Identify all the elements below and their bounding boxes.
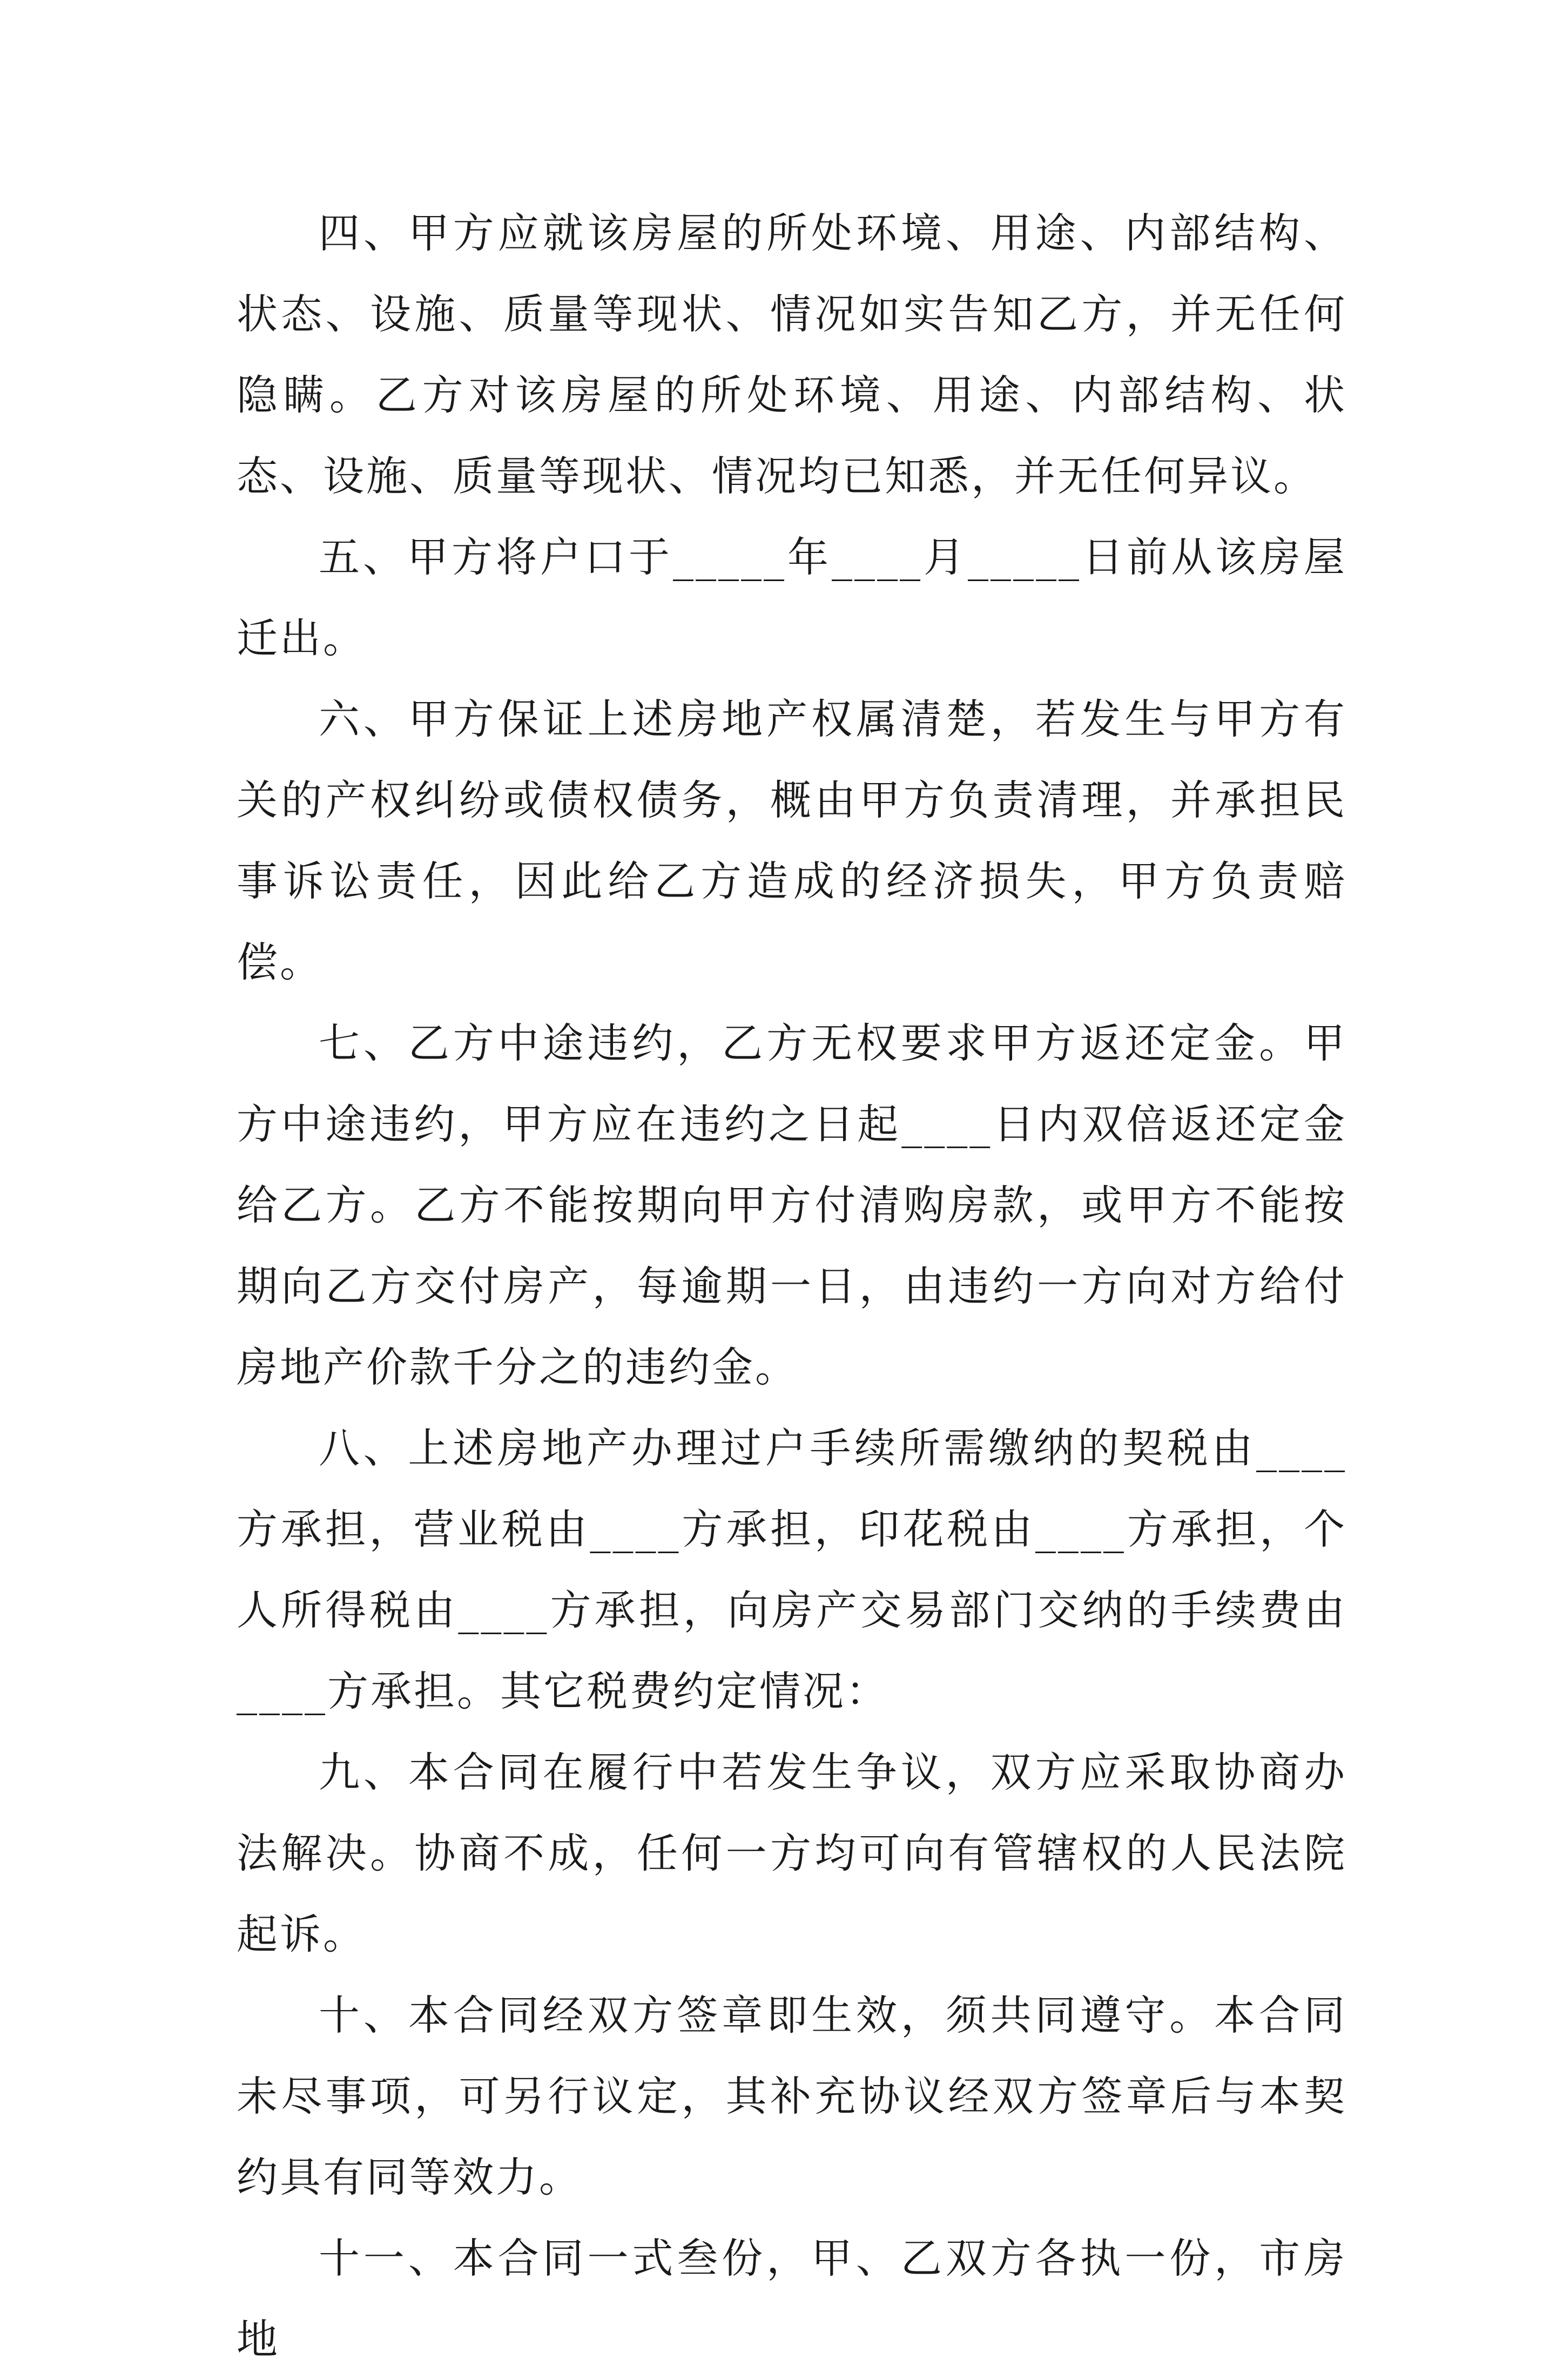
clause-4-paragraph: 四、甲方应就该房屋的所处环境、用途、内部结构、状态、设施、质量等现状、情况如实告知乙方，并无任何隐瞒。乙方对该房屋的所处环境、用途、内部结构、状态、设施、质量等现状、情况均已知悉，并无任何异议。 bbox=[237, 209, 1347, 500]
clause-10-paragraph: 十、本合同经双方签章即生效，须共同遵守。本合同未尽事项，可另行议定，其补充协议经双方签章后与本契约具有同等效力。 bbox=[237, 1991, 1347, 2201]
clause-11-paragraph: 十一、本合同一式叁份，甲、乙双方各执一份，市房地 bbox=[237, 2234, 1347, 2363]
clause-5-paragraph: 五、甲方将户口于_____年____月_____日前从该房屋迁出。 bbox=[237, 533, 1347, 662]
clause-6-paragraph: 六、甲方保证上述房地产权属清楚，若发生与甲方有关的产权纠纷或债权债务，概由甲方负责清理，并承担民事诉讼责任，因此给乙方造成的经济损失，甲方负责赔偿。 bbox=[237, 695, 1347, 986]
clause-7-paragraph: 七、乙方中途违约，乙方无权要求甲方返还定金。甲方中途违约，甲方应在违约之日起____日内双倍返还定金给乙方。乙方不能按期向甲方付清购房款，或甲方不能按期向乙方交付房产，每逾期一日，由违约一方向对方给付房地产价款千分之的违约金。 bbox=[237, 1019, 1347, 1391]
clause-9-paragraph: 九、本合同在履行中若发生争议，双方应采取协商办法解决。协商不成，任何一方均可向有管辖权的人民法院起诉。 bbox=[237, 1748, 1347, 1958]
contract-body bbox=[237, 193, 1347, 2380]
clause-8-paragraph: 八、上述房地产办理过户手续所需缴纳的契税由____方承担，营业税由____方承担，印花税由____方承担，个人所得税由____方承担，向房产交易部门交纳的手续费由____方承担。其它税费约定情况： bbox=[237, 1424, 1347, 1715]
